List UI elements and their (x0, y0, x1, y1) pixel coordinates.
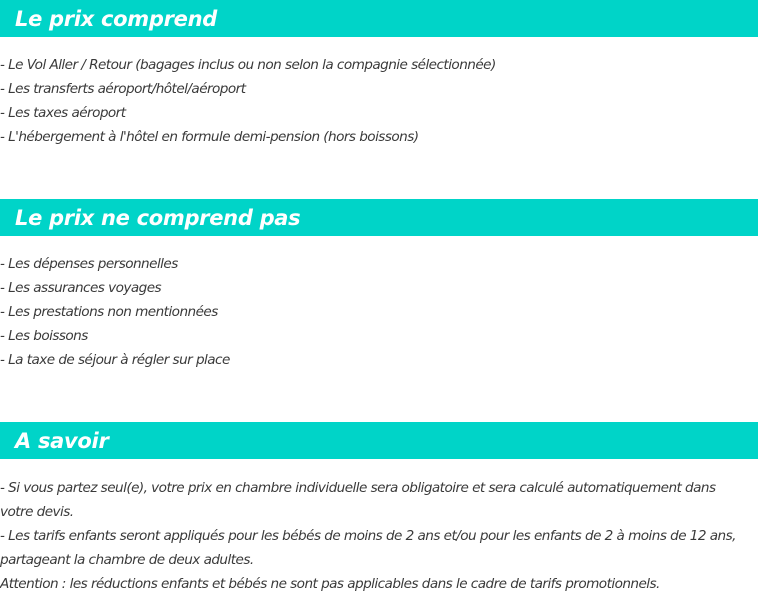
section-title: A savoir (15, 428, 109, 453)
attention-note: Attention : les réductions enfants et bébés ne sont pas applicables dans le cadre de tarifs promotionnels. (0, 576, 660, 592)
price-excludes-list (0, 252, 758, 372)
section-good-to-know (0, 422, 758, 596)
list-item: - Les dépenses personnelles (0, 256, 178, 272)
list-item: - L'hébergement à l'hôtel en formule demi-pension (hors boissons) (0, 129, 419, 145)
section-title: Le prix ne comprend pas (15, 205, 301, 230)
list-item: - Les tarifs enfants seront appliqués pour les bébés de moins de 2 ans et/ou pour les enfants de 2 à moins de 12 ans, partageant la chambre de deux adultes. (0, 528, 736, 568)
section-title: Le prix comprend (15, 6, 217, 31)
list-item: - Les prestations non mentionnées (0, 304, 218, 320)
list-item: - Les boissons (0, 328, 88, 344)
list-item: - La taxe de séjour à régler sur place (0, 352, 230, 368)
section-header-price-includes (0, 0, 758, 37)
list-item: - Les transferts aéroport/hôtel/aéroport (0, 81, 246, 97)
list-item: - Les taxes aéroport (0, 105, 126, 121)
section-price-includes (0, 0, 758, 149)
section-header-good-to-know (0, 422, 758, 459)
list-item: - Les assurances voyages (0, 280, 162, 296)
good-to-know-list (0, 476, 758, 596)
price-includes-list (0, 53, 758, 149)
section-header-price-excludes (0, 199, 758, 236)
section-price-excludes (0, 199, 758, 372)
list-item: - Si vous partez seul(e), votre prix en chambre individuelle sera obligatoire et sera calculé automatiquement dans votre devis. (0, 480, 716, 520)
list-item: - Le Vol Aller / Retour (bagages inclus ou non selon la compagnie sélectionnée) (0, 57, 496, 73)
